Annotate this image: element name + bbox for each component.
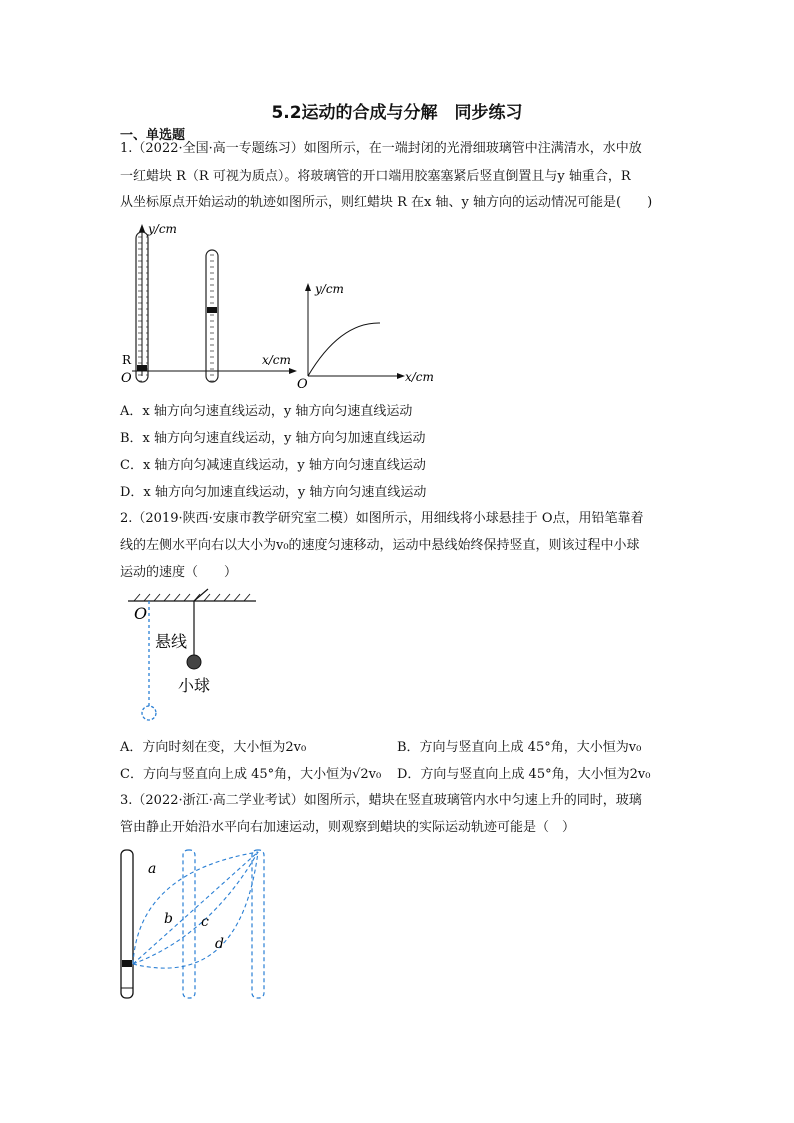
q3-line-1: 3.（2022·浙江·高二学业考试）如图所示，蜡块在竖直玻璃管内水中匀速上升的同时，玻璃 (120, 793, 642, 808)
q2-line-3: 运动的速度（ ） (120, 565, 238, 580)
q1-graph-origin: O (297, 377, 308, 392)
q2-origin: O (134, 604, 148, 623)
q2-line-1: 2.（2019·陕西·安康市教学研究室二模）如图所示，用细线将小球悬挂于 O点，用铅笔靠着 (120, 511, 644, 526)
q1-line-1: 1.（2022·全国·高一专题练习）如图所示，在一端封闭的光滑细玻璃管中注满清水，水中放 (120, 141, 642, 156)
q3-label-d: d (215, 936, 224, 952)
q1-option-b: B．x 轴方向匀速直线运动，y 轴方向匀加速直线运动 (120, 431, 426, 446)
q3-tube-solid (121, 850, 133, 998)
q1-x-label: x/cm (262, 353, 291, 367)
q2-string-label: 悬线 (155, 632, 188, 651)
page-title: 5.2运动的合成与分解 同步练习 (271, 103, 523, 123)
q1-y-label: y/cm (148, 222, 177, 236)
q1-origin: O (121, 371, 132, 386)
q1-line-2: 一红蜡块 R（R 可视为质点）。将玻璃管的开口端用胶塞塞紧后竖直倒置且与y 轴重合，R (120, 169, 631, 184)
q3-label-a: a (148, 861, 157, 877)
q2-line-2: 线的左侧水平向右以大小为v₀的速度匀速移动，运动中悬线始终保持竖直，则该过程中小球 (120, 538, 640, 553)
q1-block-label: R (122, 353, 132, 367)
q1-graph-y-label: y/cm (315, 282, 344, 296)
q2-ball-label: 小球 (178, 676, 211, 695)
q3-label-c: c (201, 914, 209, 930)
q2-option-b: B．方向与竖直向上成 45°角，大小恒为v₀ (397, 740, 642, 755)
q2-option-a: A．方向时刻在变，大小恒为2v₀ (120, 740, 307, 755)
section-heading: 一、单选题 (120, 128, 186, 143)
q1-graph-x-label: x/cm (405, 370, 434, 384)
q2-option-c: C．方向与竖直向上成 45°角，大小恒为√2v₀ (120, 767, 382, 782)
q1-option-d: D．x 轴方向匀加速直线运动，y 轴方向匀速直线运动 (120, 485, 427, 500)
q1-line-3: 从坐标原点开始运动的轨迹如图所示，则红蜡块 R 在x 轴、y 轴方向的运动情况可能是( ) (120, 195, 653, 210)
q1-option-c: C．x 轴方向匀减速直线运动，y 轴方向匀速直线运动 (120, 458, 426, 473)
q1-option-a: A．x 轴方向匀速直线运动，y 轴方向匀速直线运动 (120, 404, 413, 419)
q3-tube-dashed-2 (252, 850, 264, 998)
q2-option-d: D．方向与竖直向上成 45°角，大小恒为2v₀ (397, 767, 651, 782)
q3-line-2: 管由静止开始沿水平向右加速运动，则观察到蜡块的实际运动轨迹可能是（ ） (120, 820, 576, 835)
q3-label-b: b (164, 911, 173, 927)
